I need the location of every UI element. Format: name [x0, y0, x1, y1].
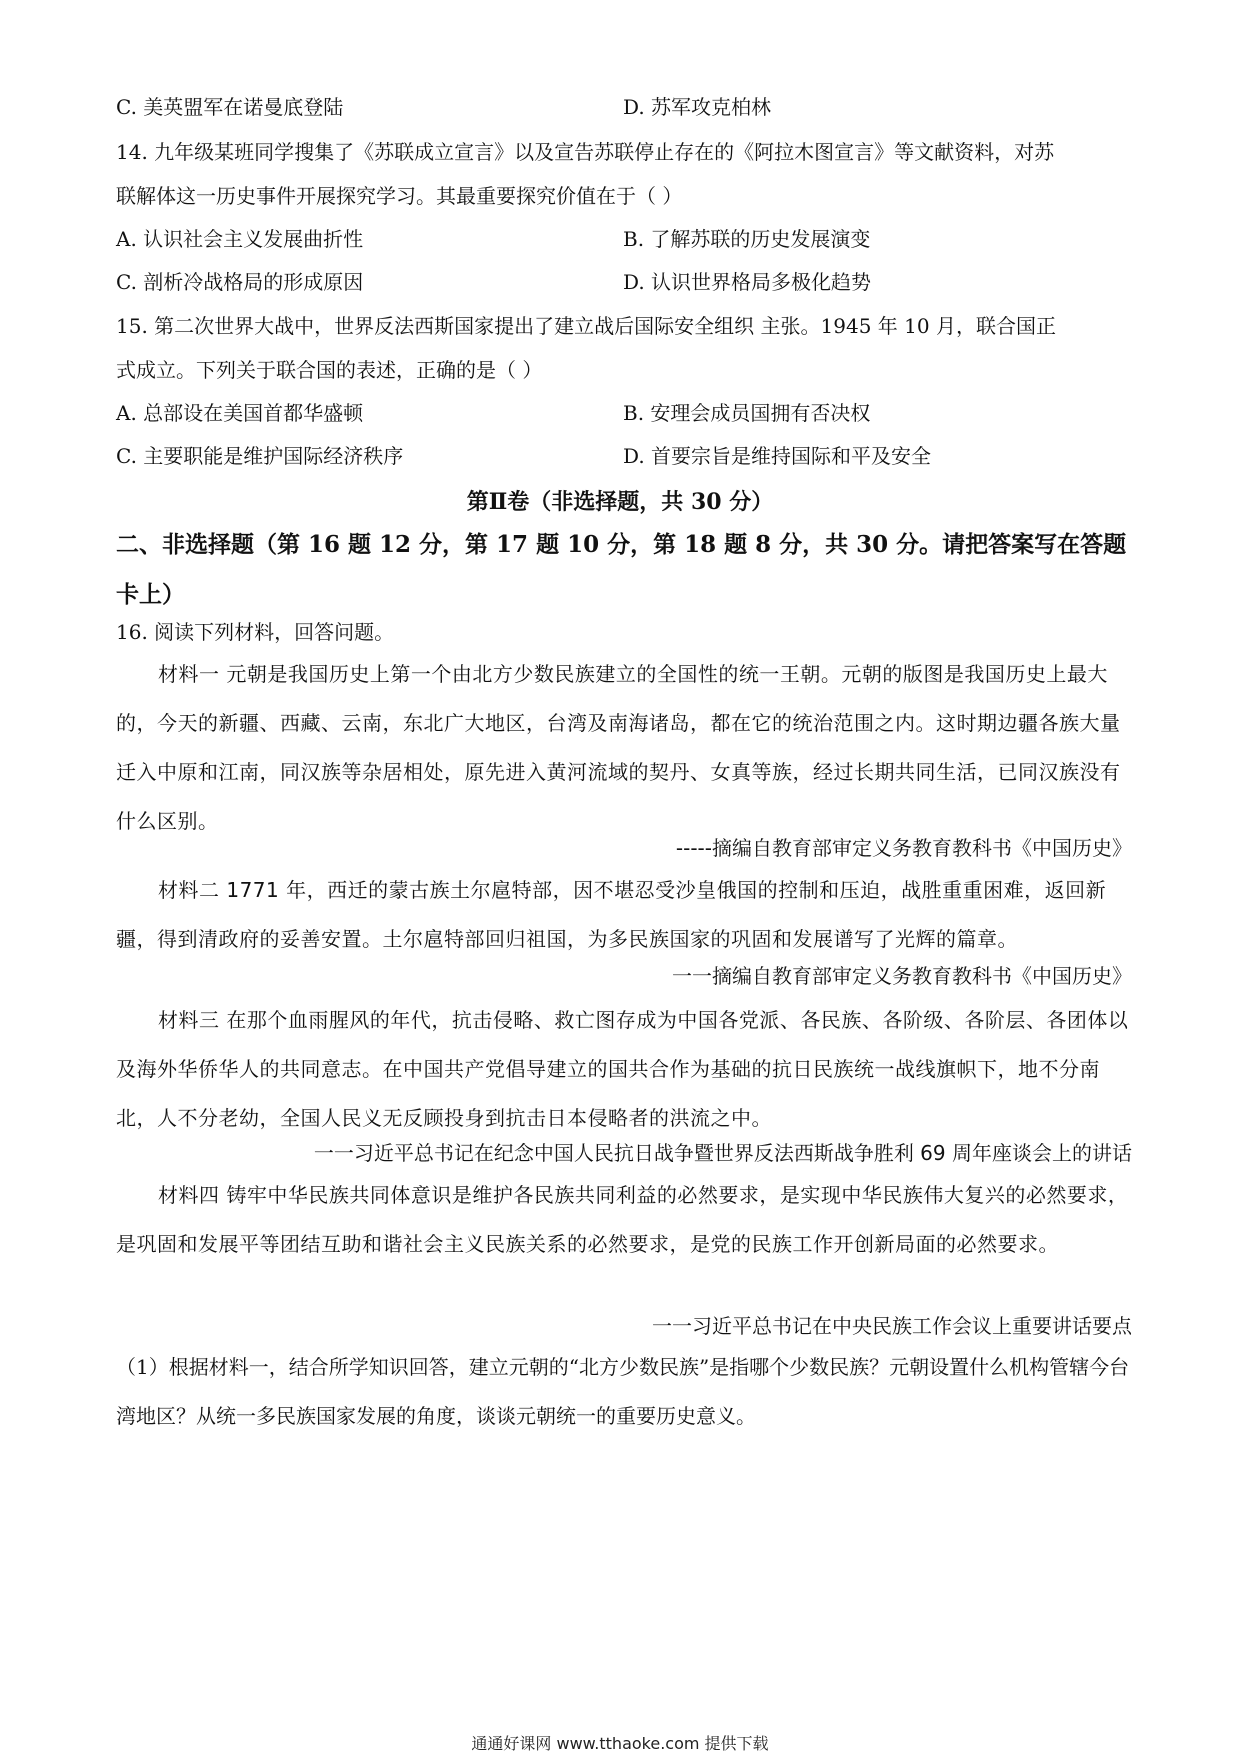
q16-stem: 16. 阅读下列材料，回答问题。 [116, 620, 395, 644]
q14-stem-line1: 14. 九年级某班同学搜集了《苏联成立宣言》以及宣告苏联停止存在的《阿拉木图宣言》等文献资料，对苏 [116, 140, 1055, 164]
q13-option-d: D. 苏军攻克柏林 [623, 95, 772, 119]
q14-option-b: B. 了解苏联的历史发展演变 [623, 227, 871, 251]
page-footer: 通通好课网 www.tthaoke.com 提供下载 [471, 1734, 769, 1753]
q15-stem-line1: 15. 第二次世界大战中，世界反法西斯国家提出了建立战后国际安全组织 主张。1945 年 10 月，联合国正 [116, 314, 1056, 338]
q15-stem-line2: 式成立。下列关于联合国的表述，正确的是（ ） [116, 358, 543, 382]
q16-source-1: -----摘编自教育部审定义务教育教科书《中国历史》 [675, 836, 1132, 860]
part2-title: 第Ⅱ卷（非选择题，共 30 分） [466, 489, 774, 515]
q16-sub-question-1: （1）根据材料一，结合所学知识回答，建立元朝的“北方少数民族”是指哪个少数民族？元朝设置什么机构管辖今台湾地区？从统一多民族国家发展的角度，谈谈元朝统一的重要历史意义。 [116, 1355, 1130, 1428]
q16-material-3: 材料三 在那个血雨腥风的年代，抗击侵略、救亡图存成为中国各党派、各民族、各阶级、各阶层、各团体以及海外华侨华人的共同意志。在中国共产党倡导建立的国共合作为基础的抗日民族统一战线旗帜下，地不分南北，人不分老幼，全国人民义无反顾投身到抗击日本侵略者的洪流之中。 [116, 1008, 1129, 1130]
q13-option-c: C. 美英盟军在诺曼底登陆 [116, 95, 344, 119]
part2-heading: 二、非选择题（第 16 题 12 分，第 17 题 10 分，第 18 题 8 分，共 30 分。请把答案写在答题卡上） [116, 531, 1127, 608]
q14-option-d: D. 认识世界格局多极化趋势 [623, 270, 872, 294]
q15-option-b: B. 安理会成员国拥有否决权 [623, 401, 871, 425]
q16-material-4: 材料四 铸牢中华民族共同体意识是维护各民族共同利益的必然要求，是实现中华民族伟大复兴的必然要求，是巩固和发展平等团结互助和谐社会主义民族关系的必然要求，是党的民族工作开创新局面的必然要求。 [116, 1183, 1129, 1256]
q15-option-d: D. 首要宗旨是维持国际和平及安全 [623, 444, 932, 468]
q14-stem-line2: 联解体这一历史事件开展探究学习。其最重要探究价值在于（ ） [116, 184, 683, 208]
q16-source-2: 一一摘编自教育部审定义务教育教科书《中国历史》 [672, 964, 1132, 988]
q15-option-a: A. 总部设在美国首都华盛顿 [116, 401, 364, 425]
q14-option-c: C. 剖析冷战格局的形成原因 [116, 270, 364, 294]
q16-source-4: 一一习近平总书记在中央民族工作会议上重要讲话要点 [652, 1314, 1132, 1338]
q16-material-2: 材料二 1771 年，西迁的蒙古族土尔扈特部，因不堪忍受沙皇俄国的控制和压迫，战胜重重困难，返回新疆，得到清政府的妥善安置。土尔扈特部回归祖国，为多民族国家的巩固和发展谱写了光辉的篇章。 [116, 878, 1107, 951]
q16-source-3: 一一习近平总书记在纪念中国人民抗日战争暨世界反法西斯战争胜利 69 周年座谈会上的讲话 [313, 1141, 1132, 1165]
q16-material-1: 材料一 元朝是我国历史上第一个由北方少数民族建立的全国性的统一王朝。元朝的版图是我国历史上最大的，今天的新疆、西藏、云南，东北广大地区，台湾及南海诸岛，都在它的统治范围之内。这时期边疆各族大量迁入中原和江南，同汉族等杂居相处，原先进入黄河流域的契丹、女真等族，经过长期共同生活，已同汉族没有什么区别。 [116, 662, 1121, 833]
q14-option-a: A. 认识社会主义发展曲折性 [116, 227, 364, 251]
q15-option-c: C. 主要职能是维护国际经济秩序 [116, 444, 404, 468]
